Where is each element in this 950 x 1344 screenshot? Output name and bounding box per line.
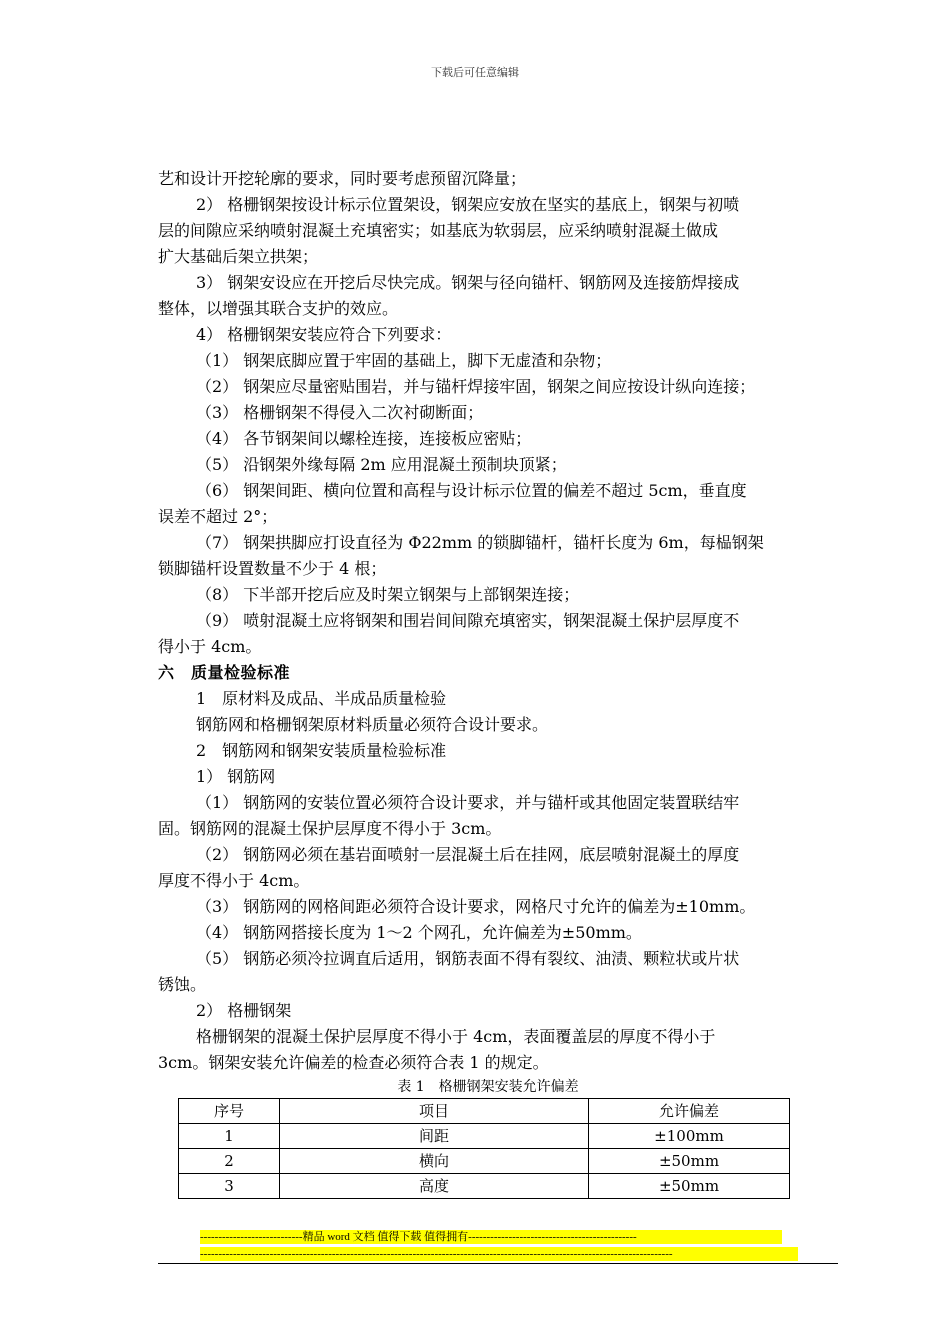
section-heading: 六 质量检验标准 [158,663,291,682]
table-header-cell: 序号 [179,1099,280,1124]
subsection-heading: 1 原材料及成品、半成品质量检验 [196,689,447,708]
paragraph-line: 层的间隙应采纳喷射混凝土充填密实；如基底为软弱层，应采纳喷射混凝土做成 [158,221,719,240]
paragraph-line: 3） 钢架安设应在开挖后尽快完成。钢架与径向锚杆、钢筋网及连接筋焊接成 [196,273,740,292]
table-cell: 3 [179,1174,280,1199]
paragraph-line: 钢筋网和格栅钢架原材料质量必须符合设计要求。 [196,715,549,734]
list-item-line: （4） 钢筋网搭接长度为 1～2 个网孔，允许偏差为±50mm。 [196,923,642,942]
list-item-line: （6） 钢架间距、横向位置和高程与设计标示位置的偏差不超过 5cm，垂直度 [196,481,747,500]
paragraph-line: 整体，以增强其联合支护的效应。 [158,299,399,318]
table-cell: ±50mm [589,1149,790,1174]
paragraph-line: 4） 格栅钢架安装应符合下列要求： [196,325,452,344]
table-cell: ±50mm [589,1174,790,1199]
table-caption: 表 1 格栅钢架安装允许偏差 [397,1079,579,1095]
list-item-line: 厚度不得小于 4cm。 [158,871,310,890]
list-item-line: （4） 各节钢架间以螺栓连接，连接板应密贴； [196,429,532,448]
paragraph-line: 3cm。钢架安装允许偏差的检查必须符合表 1 的规定。 [158,1053,549,1072]
paragraph-line: 2） 格栅钢架按设计标示位置架设，钢架应安放在坚实的基底上，钢架与初喷 [196,195,740,214]
table-header-cell: 允许偏差 [589,1099,790,1124]
list-item-line: （5） 沿钢架外缘每隔 2m 应用混凝土预制块顶紧； [196,455,567,474]
list-item-line: （2） 钢筋网必须在基岩面喷射一层混凝土后在挂网，底层喷射混凝土的厚度 [196,845,740,864]
list-item-line: （8） 下半部开挖后应及时架立钢架与上部钢架连接； [196,585,580,604]
list-item-line: （5） 钢筋必须冷拉调直后适用，钢筋表面不得有裂纹、油渍、颗粒状或片状 [196,949,740,968]
list-item-line: 固。钢筋网的混凝土保护层厚度不得小于 3cm。 [158,819,502,838]
list-item-line: （7） 钢架拱脚应打设直径为 Φ22mm 的锁脚锚杆，锚杆长度为 6m，每榀钢架 [196,533,764,552]
page-header-note: 下载后可任意编辑 [431,66,519,79]
table-cell: 高度 [280,1174,589,1199]
document-body [158,166,838,1199]
paragraph-line: 格栅钢架的混凝土保护层厚度不得小于 4cm，表面覆盖层的厚度不得小于 [196,1027,716,1046]
table-row [179,1149,790,1174]
table-header-cell: 项目 [280,1099,589,1124]
paragraph-line: 扩大基础后架立拱架； [158,247,319,266]
paragraph-line: 1） 钢筋网 [196,767,276,786]
list-item-line: （2） 钢架应尽量密贴围岩，并与锚杆焊接牢固，钢架之间应按设计纵向连接； [196,377,756,396]
table-cell: 横向 [280,1149,589,1174]
footer-banner-line: ----------------------------精品 word 文档 值得下载 值得拥有---------------------------------------------- [200,1230,782,1244]
list-item-line: 锁脚锚杆设置数量不少于 4 根； [158,559,387,578]
paragraph-line: 2） 格栅钢架 [196,1001,292,1020]
list-item-line: 得小于 4cm。 [158,637,262,656]
footer-rule [158,1263,838,1264]
table-cell: 1 [179,1124,280,1149]
table-row [179,1124,790,1149]
table-cell: 间距 [280,1124,589,1149]
table-row [179,1174,790,1199]
list-item-line: （3） 钢筋网的网格间距必须符合设计要求，网格尺寸允许的偏差为±10mm。 [196,897,756,916]
list-item-line: 锈蚀。 [158,975,207,994]
paragraph-line: 艺和设计开挖轮廓的要求，同时要考虑预留沉降量； [158,169,527,188]
list-item-line: 误差不超过 2°； [158,507,278,526]
list-item-line: （1） 钢筋网的安装位置必须符合设计要求，并与锚杆或其他固定装置联结牢 [196,793,740,812]
list-item-line: （1） 钢架底脚应置于牢固的基础上，脚下无虚渣和杂物； [196,351,612,370]
list-item-line: （3） 格栅钢架不得侵入二次衬砌断面； [196,403,484,422]
deviation-table [178,1098,790,1199]
table-header-row [179,1099,790,1124]
list-item-line: （9） 喷射混凝土应将钢架和围岩间间隙充填密实，钢架混凝土保护层厚度不 [196,611,740,630]
footer-dash-line: --------------------------------------------------------------------------------------------------------------------------------- [200,1247,798,1261]
table-cell: 2 [179,1149,280,1174]
subsection-heading: 2 钢筋网和钢架安装质量检验标准 [196,741,447,760]
table-cell: ±100mm [589,1124,790,1149]
